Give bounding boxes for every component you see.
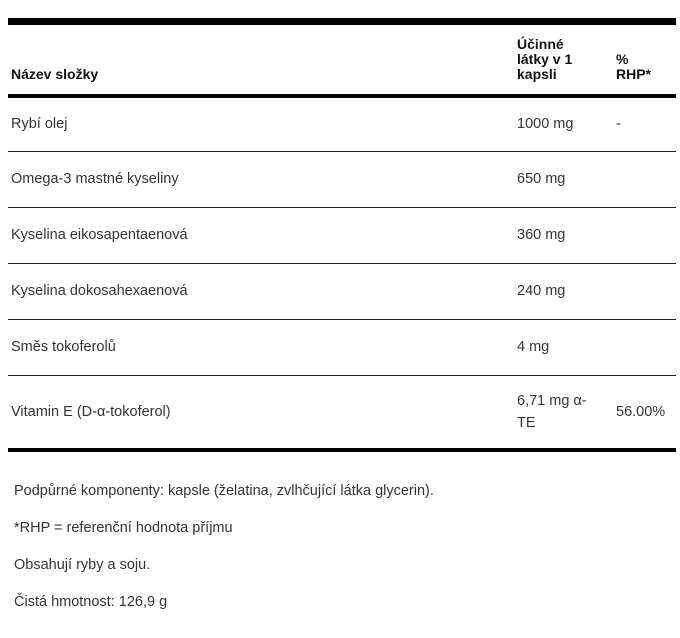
header-rhp-percent bbox=[616, 22, 676, 97]
amount-cell: 240 mg bbox=[514, 263, 616, 319]
header-active-amount bbox=[514, 22, 616, 97]
table-row bbox=[8, 319, 676, 375]
rhp-cell bbox=[616, 319, 676, 375]
note-rhp-definition: *RHP = referenční hodnota příjmu bbox=[14, 520, 233, 536]
amount-cell: 4 mg bbox=[514, 319, 616, 375]
table-row bbox=[8, 375, 676, 450]
ingredient-name-cell: Omega-3 mastné kyseliny bbox=[8, 151, 514, 207]
table-row bbox=[8, 263, 676, 319]
rhp-cell bbox=[616, 263, 676, 319]
amount-line: TE bbox=[517, 414, 536, 431]
header-active-amount-line: Účinné bbox=[517, 36, 564, 52]
amount-cell: 1000 mg bbox=[517, 116, 574, 133]
rhp-cell bbox=[616, 151, 676, 207]
amount-cell: 650 mg bbox=[514, 151, 616, 207]
ingredient-name-cell: Směs tokoferolů bbox=[8, 319, 514, 375]
ingredient-name-cell: Kyselina dokosahexaenová bbox=[8, 263, 514, 319]
table-row bbox=[8, 151, 676, 207]
ingredients-table-wrapper bbox=[8, 18, 676, 452]
header-rhp-line: % bbox=[616, 51, 629, 67]
rhp-cell bbox=[616, 207, 676, 263]
table-row bbox=[8, 207, 676, 263]
amount-cell: 360 mg bbox=[514, 207, 616, 263]
ingredient-name-cell: Kyselina eikosapentaenová bbox=[8, 207, 514, 263]
note-allergens: Obsahují ryby a soju. bbox=[14, 557, 151, 573]
header-ingredient-name: Název složky bbox=[8, 22, 514, 97]
note-supporting-components: Podpůrné komponenty: kapsle (želatina, zvlhčující látka glycerin). bbox=[14, 483, 434, 499]
amount-cell bbox=[514, 375, 616, 450]
product-notes bbox=[14, 480, 664, 628]
table-header bbox=[8, 22, 676, 97]
ingredients-table bbox=[8, 18, 676, 452]
header-active-amount-line: kapsli bbox=[517, 66, 557, 82]
header-rhp-line: RHP* bbox=[616, 66, 652, 82]
amount-line: 6,71 mg α- bbox=[517, 392, 587, 409]
header-active-amount-line: látky v 1 bbox=[517, 51, 573, 67]
ingredient-name-cell: Rybí olej bbox=[11, 116, 68, 133]
table-row bbox=[8, 96, 676, 151]
rhp-cell: 56.00% bbox=[616, 375, 676, 450]
rhp-cell: - bbox=[616, 116, 621, 133]
ingredient-name-cell: Vitamin E (D-α-tokoferol) bbox=[8, 375, 514, 450]
table-body bbox=[8, 96, 676, 450]
header-row bbox=[8, 22, 676, 97]
note-net-weight: Čistá hmotnost: 126,9 g bbox=[14, 594, 168, 610]
